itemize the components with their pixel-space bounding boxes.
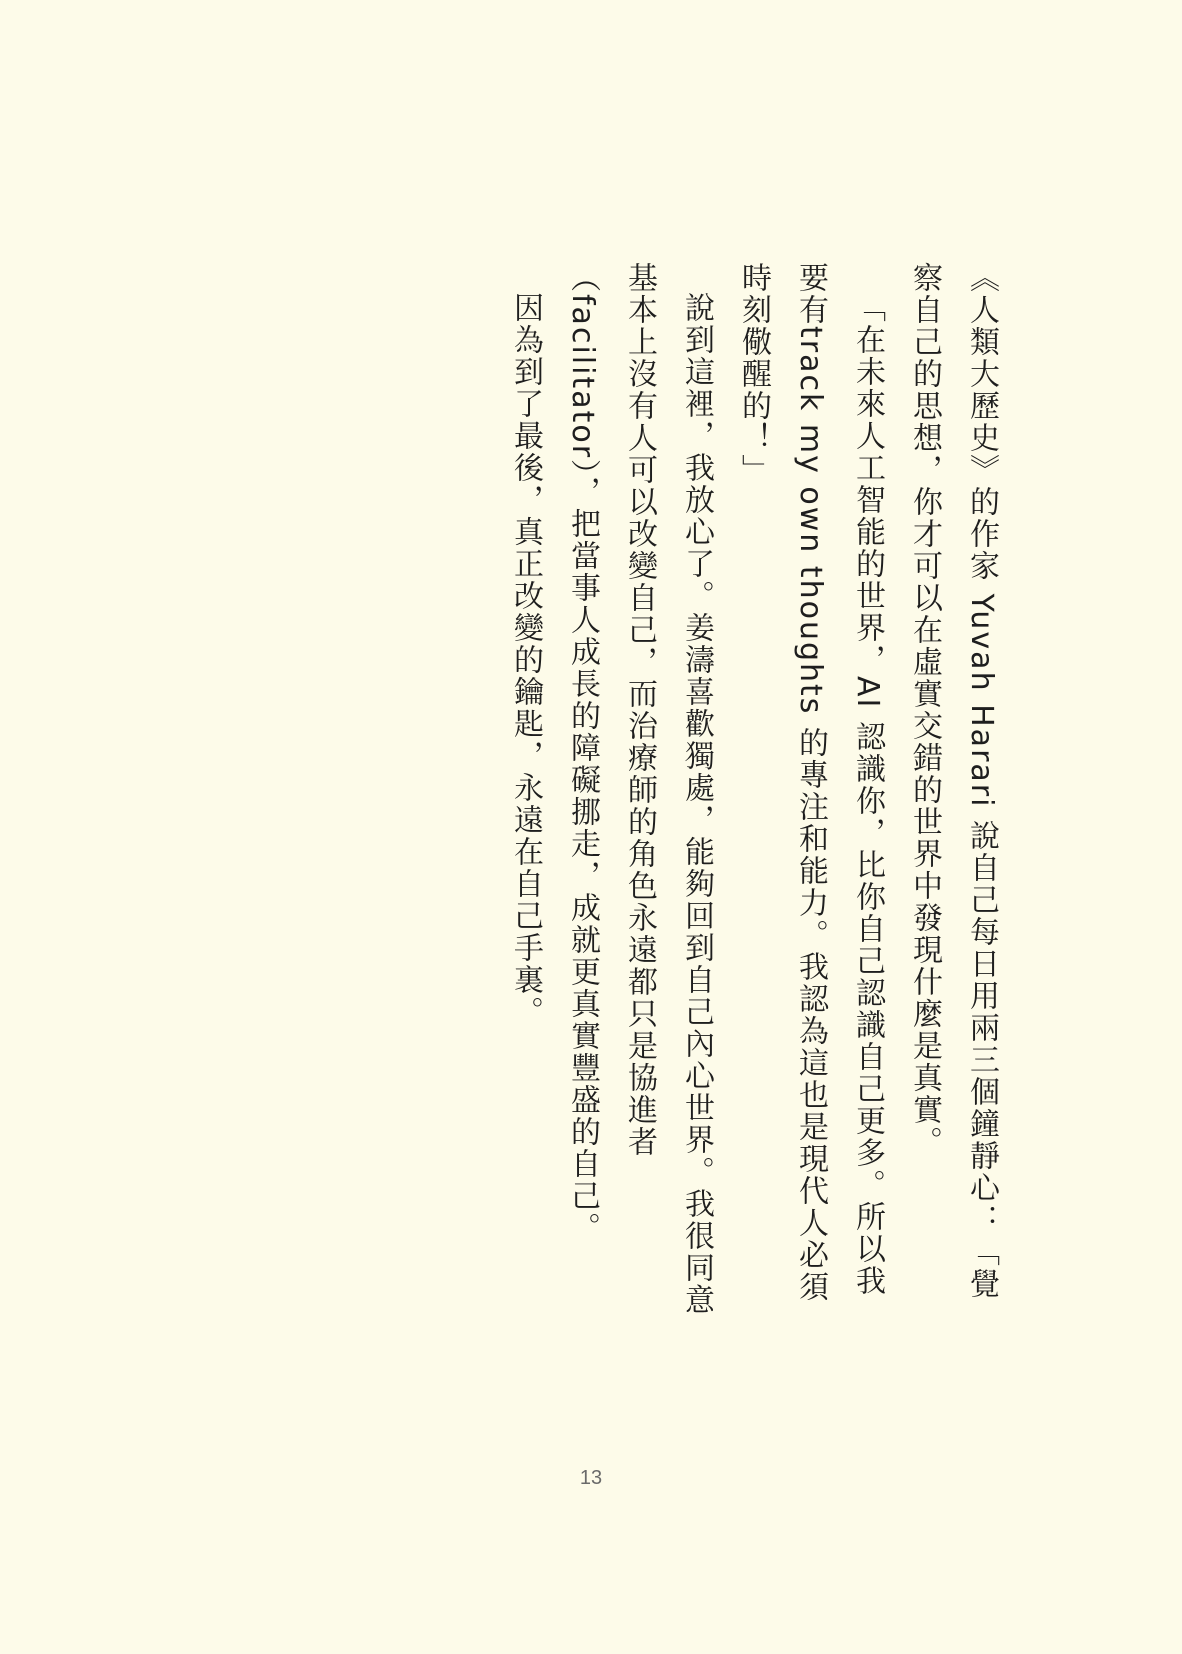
paragraph-harari — [896, 262, 1010, 1322]
paragraph-conclusion — [497, 262, 554, 1322]
line: 本上沒有人可以改變自己，而治療師的角色永遠都只是協進者（facilitator），把當 — [565, 262, 657, 1158]
line: 《人類大歷史》的作家 Yuvah Harari 說自己每日用兩三個鐘靜心：「覺察自 — [907, 262, 999, 1300]
page-number: 13 — [579, 1467, 603, 1489]
line: 事人成長的障礙挪走，成就更真實豐盛的自己。 — [565, 572, 600, 1245]
paragraph-ai-quote — [725, 262, 896, 1322]
paragraph-reflection — [554, 262, 725, 1322]
line: 己的思想，你才可以在虛實交錯的世界中發現什麼是真實。 — [907, 326, 942, 1158]
line: track my own thoughts 的專注和能力。我認為這也是現代人必須時刻儆醒的！」 — [736, 262, 828, 1303]
line: 「在未來人工智能的世界，AI 認識你，比你自己認識自己更多。所以我要有 — [793, 262, 885, 1297]
line: 因為到了最後，真正改變的鑰匙，永遠在自己手裏。 — [508, 292, 543, 1028]
body-text — [497, 262, 1010, 1322]
line: 說到這裡，我放心了。姜濤喜歡獨處，能夠回到自己內心世界。我很同意基 — [622, 262, 714, 1316]
